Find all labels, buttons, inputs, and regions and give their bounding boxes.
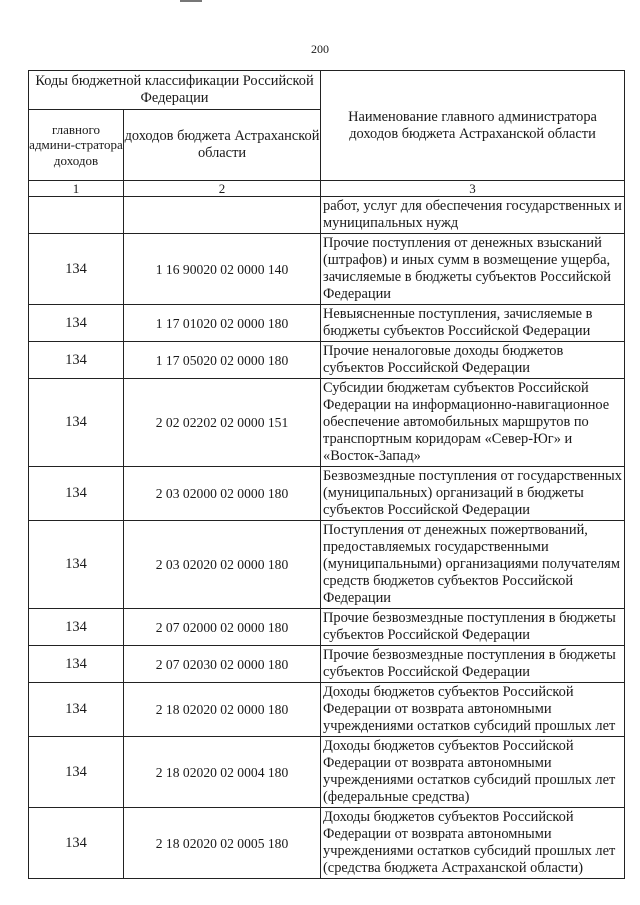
table-row xyxy=(29,609,625,646)
header-col3-title: Наименование главного администратора доходов бюджета Астраханской области xyxy=(321,71,625,181)
table-row xyxy=(29,197,625,234)
admin-code-cell: 134 xyxy=(29,683,124,737)
income-code-cell: 2 03 02020 02 0000 180 xyxy=(124,521,321,609)
name-cell: Субсидии бюджетам субъектов Российской Федерации на информационно-навигационное обеспечение автомобильных маршрутов по транспортным коридорам «Север-Юг» и «Восток-Запад» xyxy=(321,379,625,467)
admin-code-cell: 134 xyxy=(29,342,124,379)
admin-code-cell: 134 xyxy=(29,646,124,683)
name-cell: Прочие безвозмездные поступления в бюджеты субъектов Российской Федерации xyxy=(321,609,625,646)
name-cell: Безвозмездные поступления от государственных (муниципальных) организаций в бюджеты субъектов Российской Федерации xyxy=(321,467,625,521)
income-code-cell: 1 17 01020 02 0000 180 xyxy=(124,305,321,342)
admin-code-cell: 134 xyxy=(29,379,124,467)
admin-code-cell: 134 xyxy=(29,305,124,342)
header-col2-title: доходов бюджета Астраханской области xyxy=(124,110,321,181)
name-cell: Доходы бюджетов субъектов Российской Федерации от возврата автономными учреждениями остатков субсидий прошлых лет (федеральные средства) xyxy=(321,737,625,808)
admin-code-cell xyxy=(29,197,124,234)
income-code-cell: 1 17 05020 02 0000 180 xyxy=(124,342,321,379)
table-row xyxy=(29,808,625,879)
header-col-number: 2 xyxy=(124,181,321,197)
admin-code-cell: 134 xyxy=(29,609,124,646)
name-cell: Прочие неналоговые доходы бюджетов субъектов Российской Федерации xyxy=(321,342,625,379)
income-code-cell: 2 02 02202 02 0000 151 xyxy=(124,379,321,467)
admin-code-cell: 134 xyxy=(29,808,124,879)
name-cell: Доходы бюджетов субъектов Российской Федерации от возврата автономными учреждениями остатков субсидий прошлых лет xyxy=(321,683,625,737)
income-code-cell: 2 18 02020 02 0005 180 xyxy=(124,808,321,879)
admin-code-cell: 134 xyxy=(29,467,124,521)
name-cell: Невыясненные поступления, зачисляемые в бюджеты субъектов Российской Федерации xyxy=(321,305,625,342)
table-row xyxy=(29,683,625,737)
table-row xyxy=(29,234,625,305)
table-row xyxy=(29,521,625,609)
table-row xyxy=(29,467,625,521)
header-group-title: Коды бюджетной классификации Российской Федерации xyxy=(29,71,321,110)
name-cell: Доходы бюджетов субъектов Российской Федерации от возврата автономными учреждениями остатков субсидий прошлых лет (средства бюджета Астраханской области) xyxy=(321,808,625,879)
name-cell: Прочие безвозмездные поступления в бюджеты субъектов Российской Федерации xyxy=(321,646,625,683)
table-row xyxy=(29,305,625,342)
budget-codes-table xyxy=(28,70,625,879)
table-row xyxy=(29,379,625,467)
income-code-cell xyxy=(124,197,321,234)
income-code-cell: 2 07 02030 02 0000 180 xyxy=(124,646,321,683)
header-col-number: 1 xyxy=(29,181,124,197)
page-number: 200 xyxy=(311,42,329,56)
name-cell: работ, услуг для обеспечения государственных и муниципальных нужд xyxy=(321,197,625,234)
income-code-cell: 1 16 90020 02 0000 140 xyxy=(124,234,321,305)
scan-mark xyxy=(180,0,202,2)
name-cell: Поступления от денежных пожертвований, предоставляемых государственными (муниципальными) организациями получателям средств бюджетов субъектов Российской Федерации xyxy=(321,521,625,609)
admin-code-cell: 134 xyxy=(29,737,124,808)
table-row xyxy=(29,737,625,808)
name-cell: Прочие поступления от денежных взысканий (штрафов) и иных сумм в возмещение ущерба, зачисляемые в бюджеты субъектов Российской Федерации xyxy=(321,234,625,305)
income-code-cell: 2 03 02000 02 0000 180 xyxy=(124,467,321,521)
admin-code-cell: 134 xyxy=(29,521,124,609)
admin-code-cell: 134 xyxy=(29,234,124,305)
income-code-cell: 2 18 02020 02 0004 180 xyxy=(124,737,321,808)
income-code-cell: 2 07 02000 02 0000 180 xyxy=(124,609,321,646)
header-col-number: 3 xyxy=(321,181,625,197)
header-col1-title: главного админи-стратора доходов xyxy=(29,110,124,181)
table-row xyxy=(29,646,625,683)
table-row xyxy=(29,342,625,379)
income-code-cell: 2 18 02020 02 0000 180 xyxy=(124,683,321,737)
